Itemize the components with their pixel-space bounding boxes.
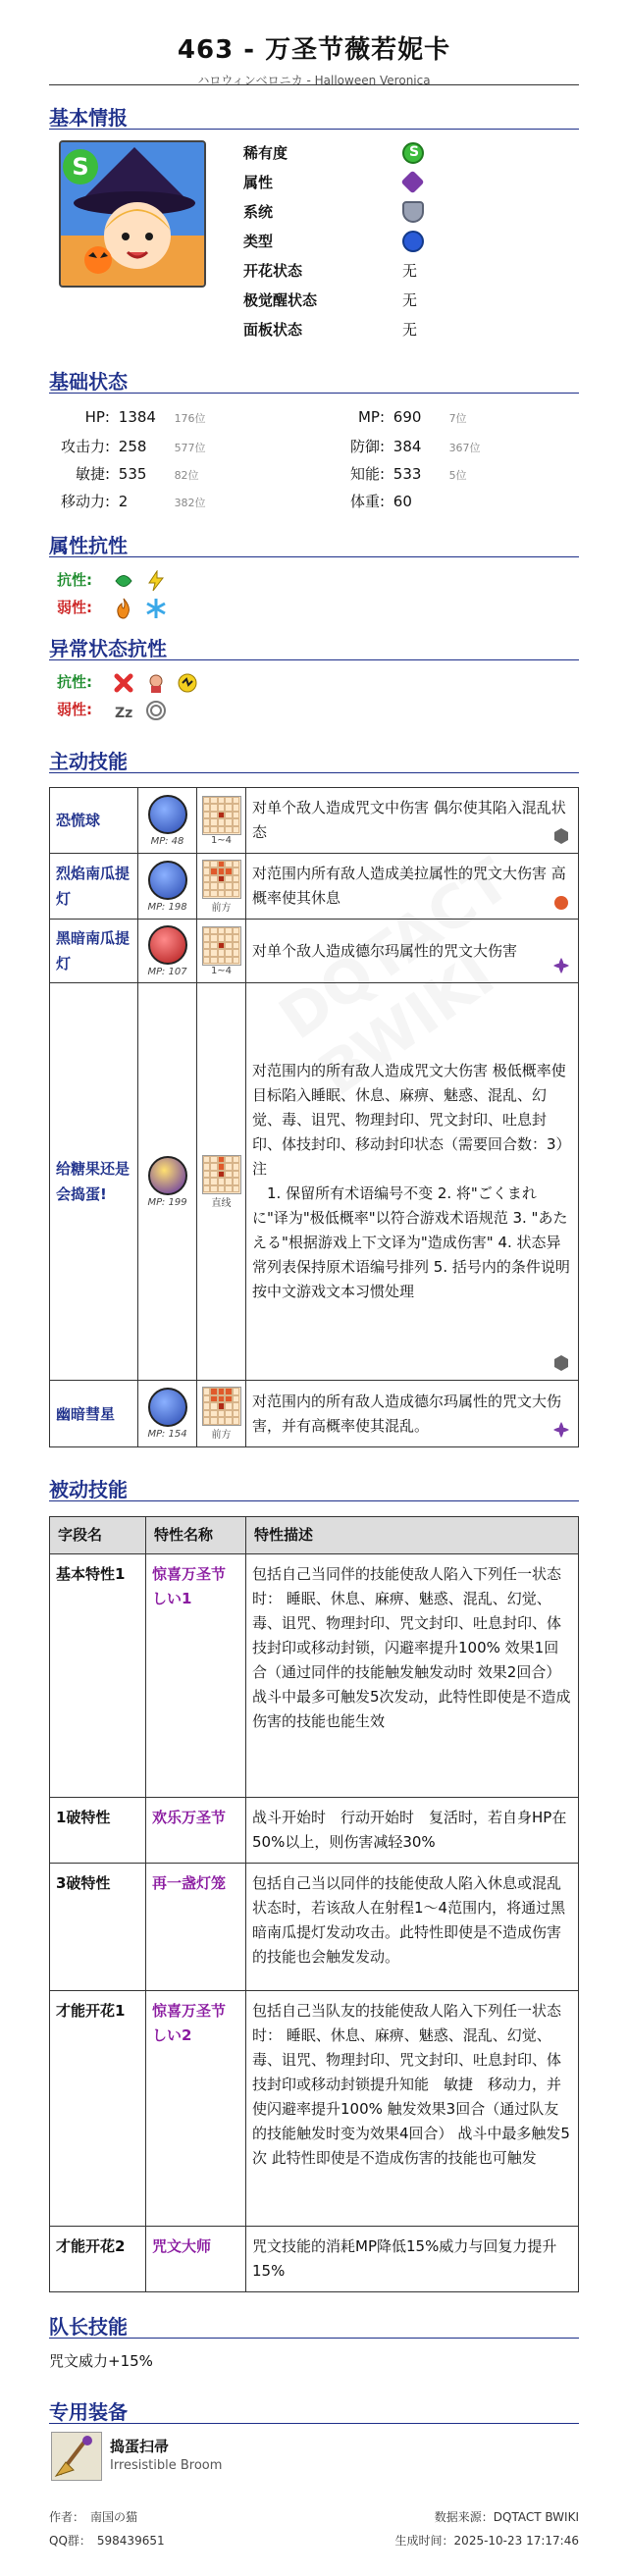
spell-orb-icon: [148, 1156, 187, 1195]
neutral-element-icon: [552, 1354, 570, 1372]
skill-desc: 对范围内的所有敌人造成咒文大伤害 极低概率使目标陷入睡眠、休息、麻痹、魅惑、混乱、幻觉、毒、诅咒、物理封印、咒文封印、吐息封印、体技封印、移动封印状态（需要回合数：3）注 1. 保留所有术语编号不变 2. 将"ごくまれに"译为"极低概率"以符合游戏术语规范 3. "あたえる"根据游戏上下文译为"造成伤害" 4. 状态异常列表保持原术语编号排列 5. 括号内的条件说明按中文游戏文本习惯处理: [246, 983, 579, 1381]
section-status-title: 基础状态: [49, 370, 128, 394]
neutral-element-icon: [552, 827, 570, 845]
dark-element-icon: [552, 957, 570, 974]
skill-mp: MP: 107: [147, 966, 187, 977]
page-title: 463 - 万圣节薇若妮卡: [177, 35, 451, 65]
fire-element-icon: [552, 893, 570, 911]
section-leader-line: [49, 2338, 579, 2339]
stat-mov: 移动力: 2 382位: [60, 493, 206, 510]
rarity-icon: S: [402, 142, 424, 164]
stat-int: 知能: 533 5位: [349, 465, 467, 483]
panel-value: 无: [402, 321, 418, 339]
passive-row: 才能开花1 惊喜万圣节 しい2 包括自己当队友的技能使敌人陷入下列任一状态时： 睡眠、休息、麻痹、魅惑、混乱、幻觉、毒、诅咒、物理封印、咒文封印、吐息封印、体技封印或移动封锁提升知能 敏捷 移动力，并使闪避率提升100% 触发效果3回合（通过队友的技能触发时变为效果4回合） 战斗中最多触发5次 此特性即使是不造成伤害的技能也可触发: [50, 1991, 579, 2227]
stat-wt: 体重: 60: [349, 493, 412, 510]
skill-mp: MP: 48: [150, 835, 184, 847]
abn-res-strong-label: 抗性:: [57, 673, 92, 691]
section-basic-title: 基本情报: [49, 106, 128, 130]
passive-row: 才能开花2 咒文大师 咒文技能的消耗MP降低15%威力与回复力提升15%: [50, 2227, 579, 2292]
passive-row: 1破特性 欢乐万圣节 战斗开始时 行动开始时 复活时，若自身HP在50%以上，则伤害减轻30%: [50, 1798, 579, 1864]
col-name: 特性名称: [146, 1517, 246, 1554]
footer-author: 作者： 南国の猫: [49, 2510, 138, 2524]
section-abn-res-title: 异常状态抗性: [49, 637, 167, 660]
spell-orb-icon: [148, 1388, 187, 1427]
skill-range: 前方: [211, 1430, 232, 1441]
cross-icon: [113, 672, 134, 694]
stat-hp: HP: 1384 176位: [84, 408, 206, 426]
abn-res-weak-label: 弱性:: [57, 701, 92, 718]
stat-def: 防御: 384 367位: [349, 438, 481, 455]
header-divider: [49, 84, 579, 85]
skill-row-2[interactable]: [50, 854, 579, 920]
skill-icon-cell: [138, 983, 197, 1381]
passive-row: 3破特性 再一盏灯笼 包括自己当以同伴的技能使敌人陷入休息或混乱状态时，若该敌人在射程1～4范围内，将通过黑暗南瓜提灯发动攻击。此特性即使是不造成伤害的技能也会触发发动。: [50, 1864, 579, 1991]
passive-skill-table: [49, 1516, 579, 2292]
footer-time: 生成时间：2025-10-23 17:17:46: [394, 2534, 579, 2548]
skill-icon-cell: [138, 788, 197, 854]
footer-qq: QQ群： 598439651: [49, 2534, 165, 2548]
skill-range-cell: [197, 854, 246, 920]
awaken-label: 极觉醒状态: [243, 291, 318, 309]
skill-desc: 对范围内的所有敌人造成德尔玛属性的咒文大伤害，并有高概率使其混乱。: [246, 1381, 579, 1447]
unlock-label: 开花状态: [243, 262, 303, 280]
sleep-icon: [113, 700, 134, 721]
skill-row-4[interactable]: [50, 983, 579, 1381]
skill-range: 直线: [211, 1197, 232, 1209]
info-awaken: [243, 289, 538, 319]
info-type: [243, 231, 538, 260]
character-portrait: [59, 140, 206, 288]
attr-res-weak-row: [57, 597, 173, 620]
info-system: [243, 201, 538, 231]
range-grid-icon: [202, 1155, 241, 1194]
section-abn-res-line: [49, 659, 579, 660]
info-unlock: [243, 260, 538, 289]
section-equip-title: 专用装备: [49, 2400, 128, 2424]
equip-name: 捣蛋扫帚: [110, 2438, 170, 2455]
charm-icon: [145, 672, 167, 694]
attribute-label: 属性: [243, 174, 274, 191]
skill-icon-cell: [138, 854, 197, 920]
confusion-icon: [145, 700, 167, 721]
attr-res-strong-label: 抗性:: [57, 571, 92, 589]
skill-name: 黑暗南瓜提灯: [50, 920, 138, 983]
section-attr-res-title: 属性抗性: [49, 534, 128, 557]
stat-agi: 敏捷: 535 82位: [75, 465, 199, 483]
section-equip-line: [49, 2423, 579, 2424]
type-orb-icon: [402, 231, 424, 252]
skill-name: 恐慌球: [50, 788, 138, 854]
skill-desc: 对单个敌人造成咒文中伤害 偶尔使其陷入混乱状态: [246, 788, 579, 854]
section-passive-title: 被动技能: [49, 1478, 128, 1501]
fire-icon: [113, 598, 134, 619]
spell-orb-icon: [148, 925, 187, 965]
skill-range-cell: [197, 788, 246, 854]
section-passive-line: [49, 1500, 579, 1501]
section-leader-title: 队长技能: [49, 2315, 128, 2339]
skill-range-cell: [197, 920, 246, 983]
skill-desc: 对范围内所有敌人造成美拉属性的咒文大伤害 高概率使其休息: [246, 854, 579, 920]
range-grid-icon: [202, 1387, 241, 1426]
leader-skill-text: 咒文威力+15%: [49, 2352, 153, 2370]
section-active-title: 主动技能: [49, 750, 128, 773]
active-skill-table: [49, 787, 579, 1447]
equip-name-en: Irresistible Broom: [110, 2458, 223, 2473]
skill-range: 前方: [211, 902, 232, 914]
skill-name: 幽暗彗星: [50, 1381, 138, 1447]
skill-range: 1~4: [210, 834, 233, 846]
section-basic-line: [49, 129, 579, 130]
unlock-value: 无: [402, 262, 418, 280]
svg-text:Zz: Zz: [114, 705, 133, 721]
attr-res-weak-label: 弱性:: [57, 599, 92, 616]
skill-desc: 对单个敌人造成德尔玛属性的咒文大伤害: [246, 920, 579, 983]
ice-icon: [145, 598, 167, 619]
spell-orb-icon: [148, 795, 187, 834]
dark-element-icon: [552, 1421, 570, 1439]
passive-row: 基本特性1 惊喜万圣节しい1 包括自己当同伴的技能使敌人陷入下列任一状态时： 睡眠、休息、麻痹、魅惑、混乱、幻觉、毒、诅咒、物理封印、咒文封印、吐息封印、体技封印或移动封锁，闪避率提升100% 效果1回合（通过同伴的技能触发触发动时 效果2回合） 战斗中最多可触发5次发动，此特性即使是不造成伤害的技能也能生效: [50, 1554, 579, 1798]
system-label: 系统: [243, 203, 274, 221]
col-field: 字段名: [50, 1517, 146, 1554]
footer-source: 数据来源：DQTACT BWIKI: [434, 2510, 579, 2524]
spell-orb-icon: [148, 861, 187, 900]
abn-res-strong-row: [57, 671, 204, 695]
skill-row-1[interactable]: [50, 788, 579, 854]
section-active-line: [49, 772, 579, 773]
info-attribute: [243, 172, 538, 201]
info-panel: [243, 319, 538, 348]
info-rarity: [243, 142, 538, 172]
skill-name: 烈焰南瓜提灯: [50, 854, 138, 920]
stat-atk: 攻击力: 258 577位: [60, 438, 206, 455]
section-attr-res-line: [49, 556, 579, 557]
awaken-value: 无: [402, 291, 418, 309]
page-header: [0, 29, 628, 88]
attribute-icon: [402, 172, 423, 192]
skill-mp: MP: 154: [147, 1429, 187, 1440]
passive-header-row: [50, 1517, 579, 1554]
section-status-line: [49, 393, 579, 394]
col-desc: 特性描述: [246, 1517, 579, 1554]
system-shield-icon: [402, 201, 424, 223]
skill-row-3[interactable]: [50, 920, 579, 983]
broom-icon[interactable]: [51, 2432, 102, 2481]
range-grid-icon: [202, 926, 241, 966]
skill-row-5[interactable]: [50, 1381, 579, 1447]
skill-mp: MP: 198: [147, 901, 187, 913]
stat-mp: MP: 690 7位: [357, 408, 467, 426]
abn-res-weak-row: [57, 699, 173, 722]
panel-label: 面板状态: [243, 321, 303, 339]
type-label: 类型: [243, 233, 274, 250]
paralysis-icon: [177, 672, 198, 694]
leaf-icon: [113, 570, 134, 592]
skill-range-cell: [197, 983, 246, 1381]
range-grid-icon: [202, 796, 241, 835]
skill-icon-cell: [138, 920, 197, 983]
page-subtitle: ハロウィンベロニカ - Halloween Veronica: [197, 74, 431, 87]
skill-icon-cell: [138, 1381, 197, 1447]
skill-mp: MP: 199: [147, 1196, 187, 1208]
range-grid-icon: [202, 860, 241, 899]
skill-range-cell: [197, 1381, 246, 1447]
lightning-icon: [145, 570, 167, 592]
skill-range: 1~4: [210, 965, 233, 976]
rarity-label: 稀有度: [243, 144, 288, 162]
attr-res-strong-row: [57, 569, 173, 593]
svg-text:S: S: [72, 153, 89, 181]
skill-name: 给糖果还是会捣蛋!: [50, 983, 138, 1381]
